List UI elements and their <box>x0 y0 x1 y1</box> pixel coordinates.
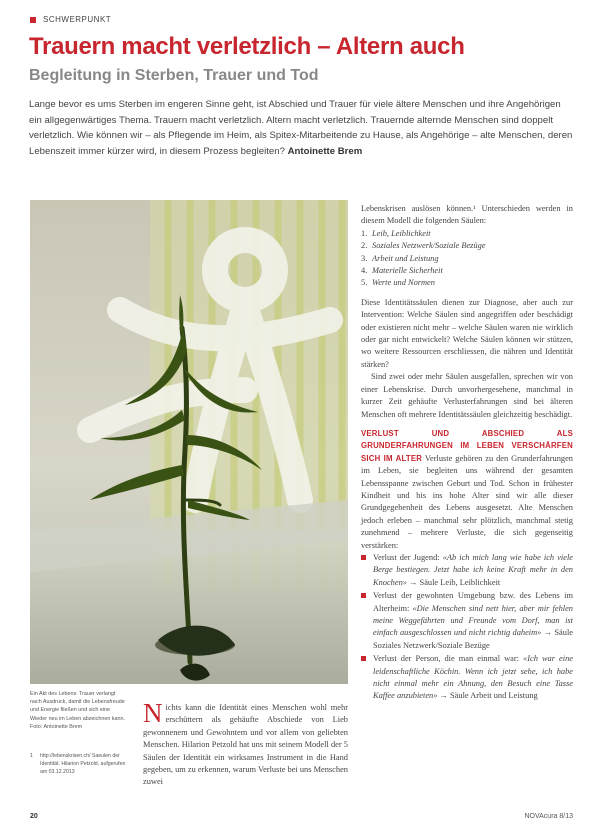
kicker-square-icon <box>30 17 36 23</box>
section-paragraph <box>361 428 573 552</box>
list-number: 5. <box>361 278 368 288</box>
list-label: Materielle Sicherheit <box>372 266 443 276</box>
plant-photo-illustration <box>30 200 348 684</box>
drop-cap: N <box>143 698 163 728</box>
bullet-text <box>373 552 573 589</box>
right-intro: Lebenskrisen auslösen können.¹ Unterschieden werden in diesem Modell die folgenden Säulen: <box>361 204 573 226</box>
list-item <box>361 552 573 589</box>
author-name: Antoinette Brem <box>287 145 363 157</box>
list-item <box>361 265 573 277</box>
list-label: Leib, Leiblichkeit <box>372 228 431 238</box>
body-column-right <box>361 203 573 704</box>
section-kicker <box>30 15 111 24</box>
lead-paragraph <box>29 97 574 159</box>
lead-text: Lange bevor es ums Sterben im engeren Sinne geht, ist Abschied und Trauer für viele ältere Menschen und ihre Angehörigen ein allgegenwärtiges Thema. Trauern macht verletzlich. Altern macht verletzlich. Trauernde alternde Menschen sind doppelt verletzlich. Wie können wir – als Pflegende im Heim, als Spitex-Mitarbeitende zu Hause, als Angehörige – alte Menschen, deren Lebenszeit immer kürzer wird, in diesem Prozess begleiten? <box>29 99 573 157</box>
footnote <box>30 752 126 776</box>
bullet-square-icon <box>361 555 366 560</box>
list-number: 4. <box>361 266 368 276</box>
list-label: Werte und Normen <box>372 278 435 288</box>
bullet-square-icon <box>361 656 366 661</box>
loss-bullet-list <box>361 552 573 703</box>
list-item <box>361 240 573 252</box>
right-paragraph-1: Diese Identitätssäulen dienen zur Diagnose, aber auch zur Intervention: Welche Säulen sind angegriffen oder beschädigt oder existieren nicht mehr – welche Säulen waren nie wirklich oder gar nicht entwickelt? Welche Säulen können wir stützen, wo weitere Ressourcen erschliessen, die nähren und Identität stärken? <box>361 297 573 369</box>
bullet-quote: «Ich war eine leidenschaftliche Köchin. Wenn ich jetzt sehe, ich habe nicht einmal mehr ein Ahnung, den Besuch eine Tasse Kaffee anzubieten» <box>373 654 574 701</box>
bullet-text <box>373 590 573 652</box>
article-photo <box>30 200 348 684</box>
list-item <box>361 253 573 265</box>
list-label: Soziales Netzwerk/Soziale Bezüge <box>372 241 486 251</box>
section-heading: VERLUST UND ABSCHIED ALS GRUNDERFAHRUNGEN IM LEBEN VERSCHÄRFEN SICH IM ALTER <box>361 428 573 463</box>
footnote-text: http://lebenskrisen.ch/ Saeulen der Identität. Hilarion Petzold, aufgerufen am 03.12.2013 <box>40 753 126 775</box>
article-title: Trauern macht verletzlich – Altern auch <box>29 33 465 60</box>
bullet-square-icon <box>361 593 366 598</box>
bullet-lead: Verlust der Person, die man einmal war: <box>373 654 519 664</box>
right-paragraph-2: Sind zwei oder mehr Säulen ausgefallen, sprechen wir von einer Lebenskrise. Durch unvorhergesehene, manchmal in kurzer Zeit gehäufte Verlusterfahrungen sind bei älteren Menschen oft mehrere Identitätssäulen gleichzeitig beschädigt. <box>361 372 573 419</box>
bullet-quote: «Die Menschen sind nett hier, aber mir fehlen meine Weggefährten und Freunde vom Dorf, man ist einfach ausgeschlossen und nicht richtig daheim» <box>373 603 573 638</box>
list-label: Arbeit und Leistung <box>372 253 439 263</box>
bullet-tail: → Säule Arbeit und Leistung <box>439 691 538 701</box>
list-item <box>361 590 573 652</box>
list-number: 1. <box>361 228 368 238</box>
section-text: Verluste gehören zu den Grunderfahrungen im Leben, sie begleiten uns während der gesamten Lebensspanne zwischen Geburt und Tod. Schon in frühester Kindheit und bis ins hohe Alter sind wir alle dieser Grundgegebenheit des Lebens ausgesetzt. Alte Menschen jedoch erleben – manchmal sehr plötzlich, manchmal stetig zunehmend – mehrere Verluste, die sich gegenseitig verstärken: <box>361 453 573 550</box>
bullet-quote: «Ab ich mich lang wie habe ich viele Berge bestiegen. Jetzt habe ich keine Kraft mehr in den Knochen» <box>373 552 573 587</box>
list-number: 3. <box>361 253 368 263</box>
footnote-number: 1 <box>30 753 33 759</box>
photo-caption: Ein Akt des Lebens: Trauer verlangt nach Ausdruck, damit die Lebensfreude und Energie fließen und sich eine Wieder neu im Leben abzeichnen kann. Foto: Antoinette Brem <box>30 691 125 730</box>
list-item <box>361 277 573 289</box>
article-subtitle: Begleitung in Sterben, Trauer und Tod <box>29 67 319 84</box>
bullet-tail: → Säule Leib, Leiblichkeit <box>409 577 501 587</box>
kicker-label: SCHWERPUNKT <box>43 15 112 24</box>
bullet-lead: Verlust der Jugend: <box>373 552 440 562</box>
page-number: 20 <box>30 813 38 820</box>
bullet-tail: → Säule Soziales Netzwerk/Soziale Bezüge <box>373 628 574 650</box>
bullet-text <box>373 653 573 703</box>
list-number: 2. <box>361 241 368 251</box>
list-item <box>361 228 573 240</box>
bullet-lead: Verlust der gewohnten Umgebung bzw. des Lebens im Alterheim: <box>373 591 573 613</box>
left-column-text: ichts kann die Identität eines Menschen wohl mehr erschüttern als gehäufte Abschiede von Lieb gewonnenem und Gewohntem und vor allem von geliebten Menschen. Hilarion Petzold hat uns mit seinem Modell der 5 Säulen der Identität ein wirksames Instrument in die Hand gegeben, um zu erkennen, warum Verluste bei uns Menschen zuwei <box>143 703 348 787</box>
body-column-left <box>143 698 348 789</box>
magazine-issue: NOVAcura 8/13 <box>524 813 573 820</box>
list-item <box>361 653 573 703</box>
identity-pillars-list <box>361 228 573 290</box>
